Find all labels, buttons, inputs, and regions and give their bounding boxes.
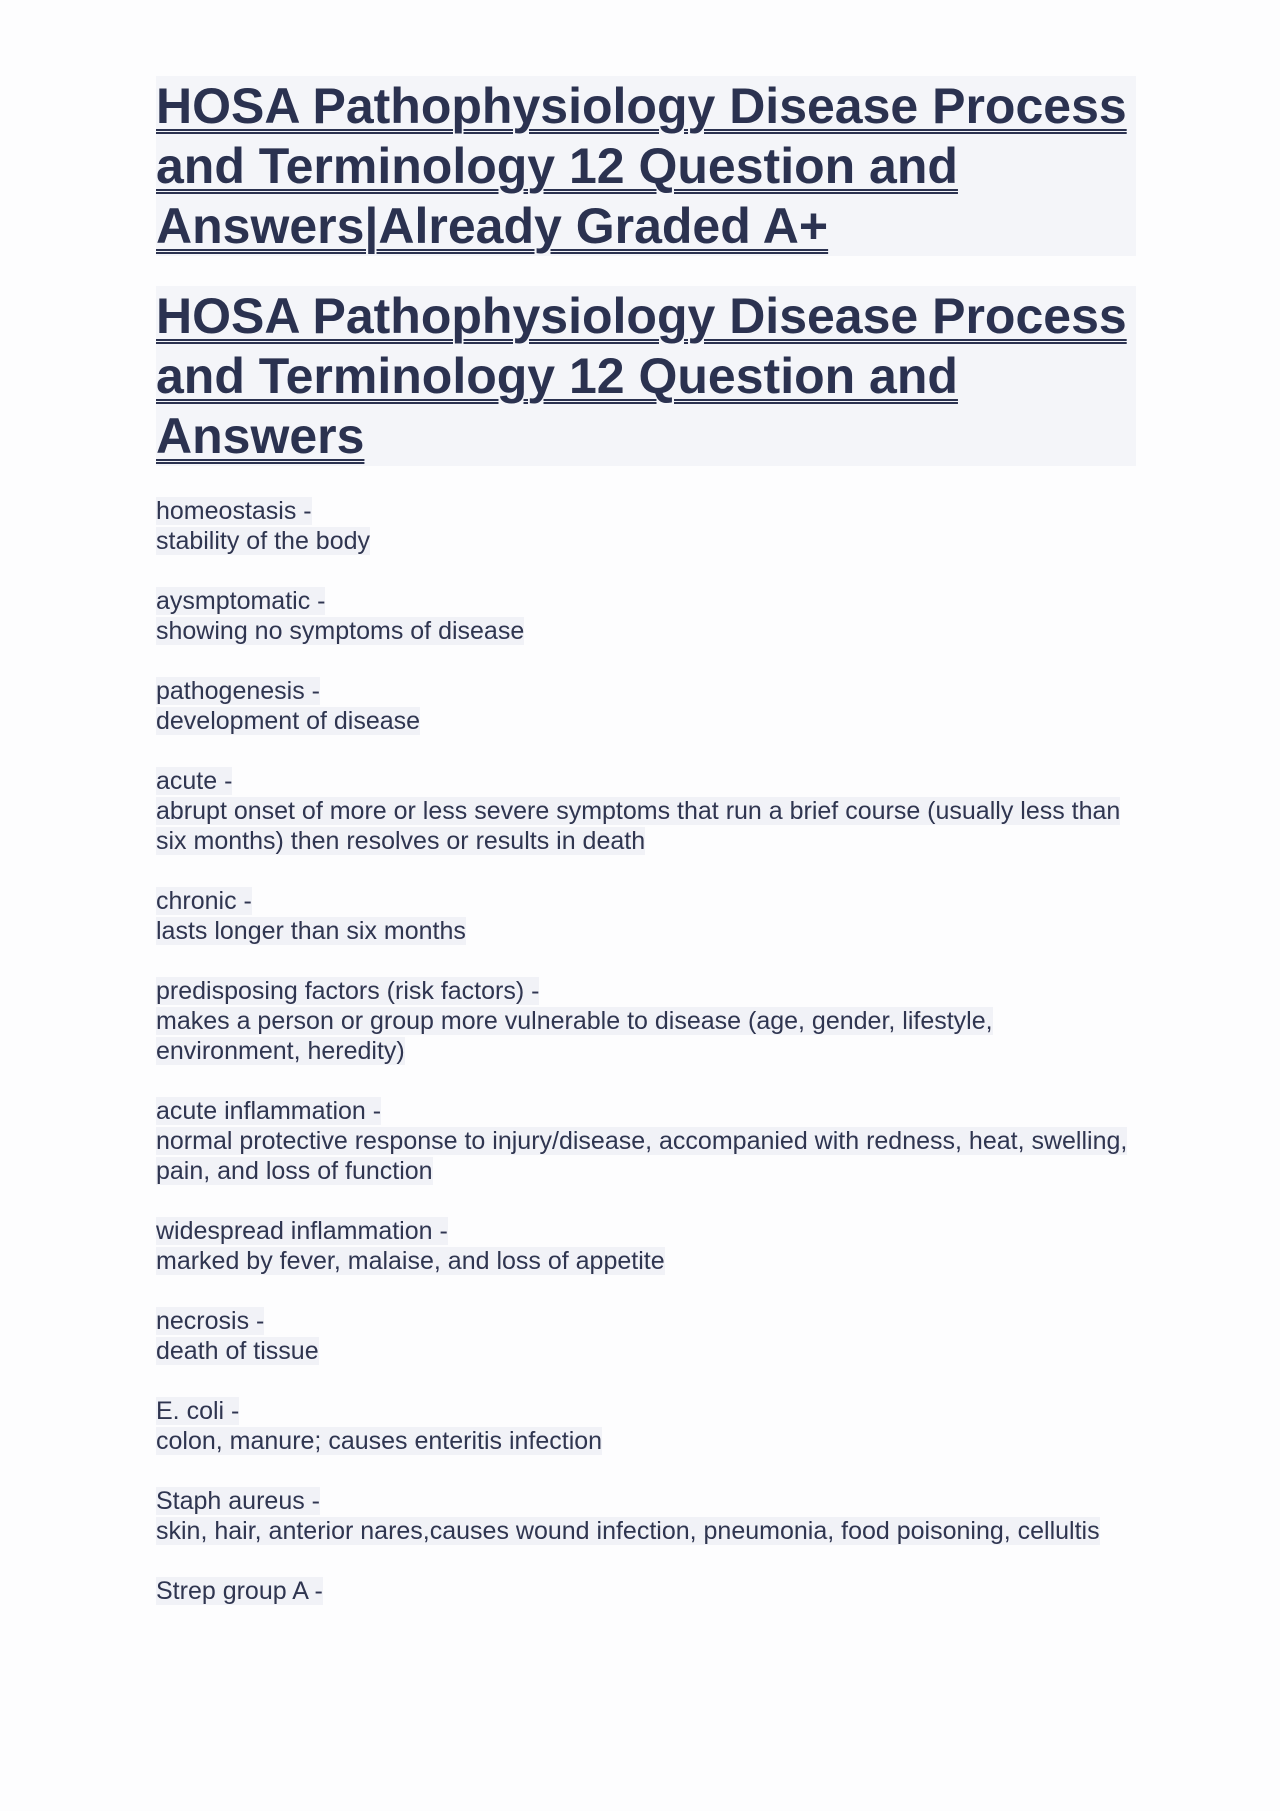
qa-definition: abrupt onset of more or less severe symptoms that run a brief course (usually less than six months) then resolves or results in death <box>156 797 1121 855</box>
qa-definition: stability of the body <box>156 527 371 555</box>
qa-item <box>156 886 1136 946</box>
qa-item <box>156 1216 1136 1276</box>
qa-definition: makes a person or group more vulnerable to disease (age, gender, lifestyle, environment, heredity) <box>156 1007 993 1065</box>
qa-item <box>156 1306 1136 1366</box>
qa-term: widespread inflammation - <box>156 1217 448 1245</box>
qa-item <box>156 1396 1136 1456</box>
qa-item <box>156 676 1136 736</box>
qa-term: Staph aureus - <box>156 1487 320 1515</box>
qa-definition: death of tissue <box>156 1337 319 1365</box>
qa-term: predisposing factors (risk factors) - <box>156 977 540 1005</box>
qa-term: Strep group A - <box>156 1577 323 1605</box>
qa-item <box>156 496 1136 556</box>
title-block-sub <box>156 286 1136 466</box>
qa-item <box>156 1576 1136 1606</box>
qa-term: necrosis - <box>156 1307 265 1335</box>
qa-term: acute - <box>156 767 233 795</box>
qa-item <box>156 976 1136 1066</box>
qa-term: chronic - <box>156 887 252 915</box>
qa-definition: normal protective response to injury/disease, accompanied with redness, heat, swelling, pain, and loss of function <box>156 1127 1128 1185</box>
qa-term: homeostasis - <box>156 497 312 525</box>
qa-item <box>156 1096 1136 1186</box>
qa-list <box>156 496 1136 1606</box>
qa-definition: showing no symptoms of disease <box>156 617 525 645</box>
document-content <box>156 76 1136 1636</box>
qa-definition: lasts longer than six months <box>156 917 466 945</box>
qa-definition: skin, hair, anterior nares,causes wound infection, pneumonia, food poisoning, cellultis <box>156 1517 1100 1545</box>
qa-item <box>156 766 1136 856</box>
qa-term: aysmptomatic - <box>156 587 326 615</box>
qa-term: E. coli - <box>156 1397 240 1425</box>
document-subtitle: HOSA Pathophysiology Disease Process and Terminology 12 Question and Answers <box>156 288 1127 464</box>
document-title: HOSA Pathophysiology Disease Process and Terminology 12 Question and Answers|Already Graded A+ <box>156 78 1127 254</box>
qa-term: acute inflammation - <box>156 1097 382 1125</box>
qa-item <box>156 1486 1136 1546</box>
qa-definition: colon, manure; causes enteritis infection <box>156 1427 603 1455</box>
qa-definition: development of disease <box>156 707 421 735</box>
qa-definition: marked by fever, malaise, and loss of appetite <box>156 1247 665 1275</box>
qa-term: pathogenesis - <box>156 677 321 705</box>
qa-item <box>156 586 1136 646</box>
title-block-main <box>156 76 1136 256</box>
